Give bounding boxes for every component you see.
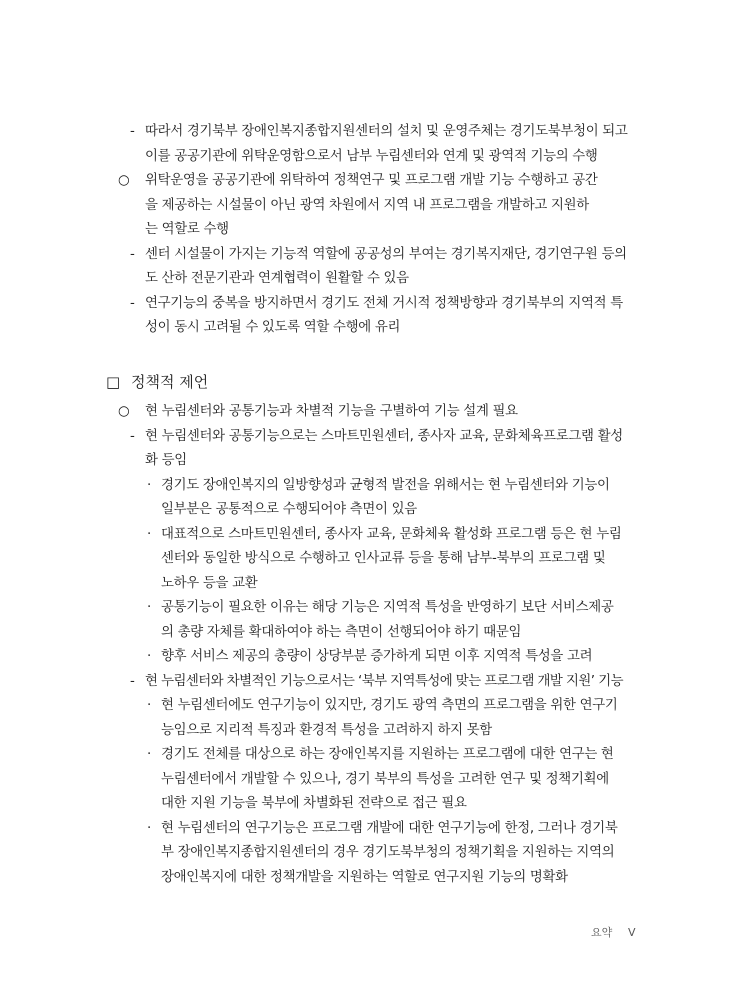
text-line: 부 장애인복지종합지원센터의 경우 경기도북부청의 정책기획을 지원하는 지역의 [161,845,615,860]
bullet-item [0,292,741,341]
text-line: 노하우 등을 교환 [161,575,258,591]
bullet-item [0,425,741,474]
text-line: 따라서 경기북부 장애인복지종합지원센터의 설치 및 운영주체는 경기도북부청이 되고 [145,124,628,139]
section-title: 정책적 제언 [131,373,209,391]
square-marker: □ [106,373,121,391]
top-section [0,120,741,341]
bullet-item [0,670,741,695]
text-line: 의 총량 자체를 확대하여야 하는 측면이 선행되어야 하기 때문임 [161,624,522,640]
dot-marker: · [147,526,152,542]
circle-marker: ○ [118,173,130,188]
bullet-item [0,120,741,169]
bullet-item [0,743,741,817]
text-line: 연구기능의 중복을 방지하면서 경기도 전체 거시적 정책방향과 경기북부의 지역적 특 [145,295,623,311]
text-line: 현 누림센터와 차별적인 기능으로서는 ‘북부 지역특성에 맞는 프로그램 개발 지원’ 기능 [145,673,623,689]
dash-marker: - [130,428,135,444]
bullet-item [0,243,741,292]
text-line: 위탁운영을 공공기관에 위탁하여 정책연구 및 프로그램 개발 기능 수행하고 공간 [145,173,598,188]
bullet-item [0,400,741,425]
text-line: 장애인복지에 대한 정책개발을 지원하는 역할로 연구지원 기능의 명확화 [161,869,568,885]
dot-marker: · [147,820,152,836]
bullet-item [0,645,741,670]
dot-marker: · [147,747,152,762]
text-line: 현 누림센터와 공통기능과 차별적 기능을 구별하여 기능 설계 필요 [145,404,518,419]
dot-marker: · [147,600,152,615]
text-line: 대한 지원 기능을 북부에 차별화된 전략으로 접근 필요 [161,796,467,811]
text-line: 이를 공공기관에 위탁운영함으로서 남부 누림센터와 연계 및 광역적 기능의 수행 [145,148,598,164]
text-line: 대표적으로 스마트민원센터, 종사자 교육, 문화체육 활성화 프로그램 등은 현 누림 [161,526,622,542]
text-line: 화 등임 [145,453,187,468]
dash-marker: - [130,246,135,262]
circle-marker: ○ [118,404,130,419]
dot-marker: · [147,698,152,713]
text-line: 는 역할로 수행 [145,222,229,237]
bullet-item [0,694,741,743]
section-heading [0,370,741,396]
bullet-item [0,596,741,645]
bullet-item [0,817,741,891]
dot-marker: · [147,477,152,493]
text-line: 현 누림센터에도 연구기능이 있지만, 경기도 광역 측면의 프로그램을 위한 연구기 [161,698,618,713]
dash-marker: - [130,124,135,139]
dash-marker: - [130,673,135,689]
policy-section [0,400,741,890]
dash-marker: - [130,295,135,311]
text-line: 현 누림센터의 연구기능은 프로그램 개발에 대한 연구기능에 한정, 그러나 경기북 [161,820,618,836]
dot-marker: · [147,649,152,664]
text-line: 도 산하 전문기관과 연계협력이 원활할 수 있음 [145,271,409,286]
bullet-item [0,474,741,523]
text-line: 현 누림센터와 공통기능으로는 스마트민원센터, 종사자 교육, 문화체육프로그램 활성 [145,428,623,444]
text-line: 일부분은 공통적으로 수행되어야 측면이 있음 [161,502,417,517]
page-number: V [628,926,636,939]
bullet-item [0,523,741,597]
text-line: 성이 동시 고려될 수 있도록 역할 수행에 유리 [145,320,401,335]
text-line: 을 제공하는 시설물이 아닌 광역 차원에서 지역 내 프로그램을 개발하고 지원하 [145,197,589,213]
text-line: 능임으로 지리적 특징과 환경적 특성을 고려하지 하지 못함 [161,722,492,738]
text-line: 향후 서비스 제공의 총량이 상당부분 증가하게 되면 이후 지역적 특성을 고려 [161,649,593,664]
text-line: 공통기능이 필요한 이유는 해당 기능은 지역적 특성을 반영하기 보단 서비스제공 [161,600,614,615]
text-line: 센터와 동일한 방식으로 수행하고 인사교류 등을 통해 남부-북부의 프로그램 및 [161,551,606,566]
text-line: 경기도 전체를 대상으로 하는 장애인복지를 지원하는 프로그램에 대한 연구는 현 [161,747,614,762]
text-line: 경기도 장애인복지의 일방향성과 균형적 발전을 위해서는 현 누림센터와 기능이 [161,477,610,493]
footer-section-label: 요약 [591,926,613,939]
text-line: 누림센터에서 개발할 수 있으나, 경기 북부의 특성을 고려한 연구 및 정책기획에 [161,771,609,787]
text-line: 센터 시설물이 가지는 기능적 역할에 공공성의 부여는 경기복지재단, 경기연구원 등의 [145,246,627,262]
bullet-item [0,169,741,243]
